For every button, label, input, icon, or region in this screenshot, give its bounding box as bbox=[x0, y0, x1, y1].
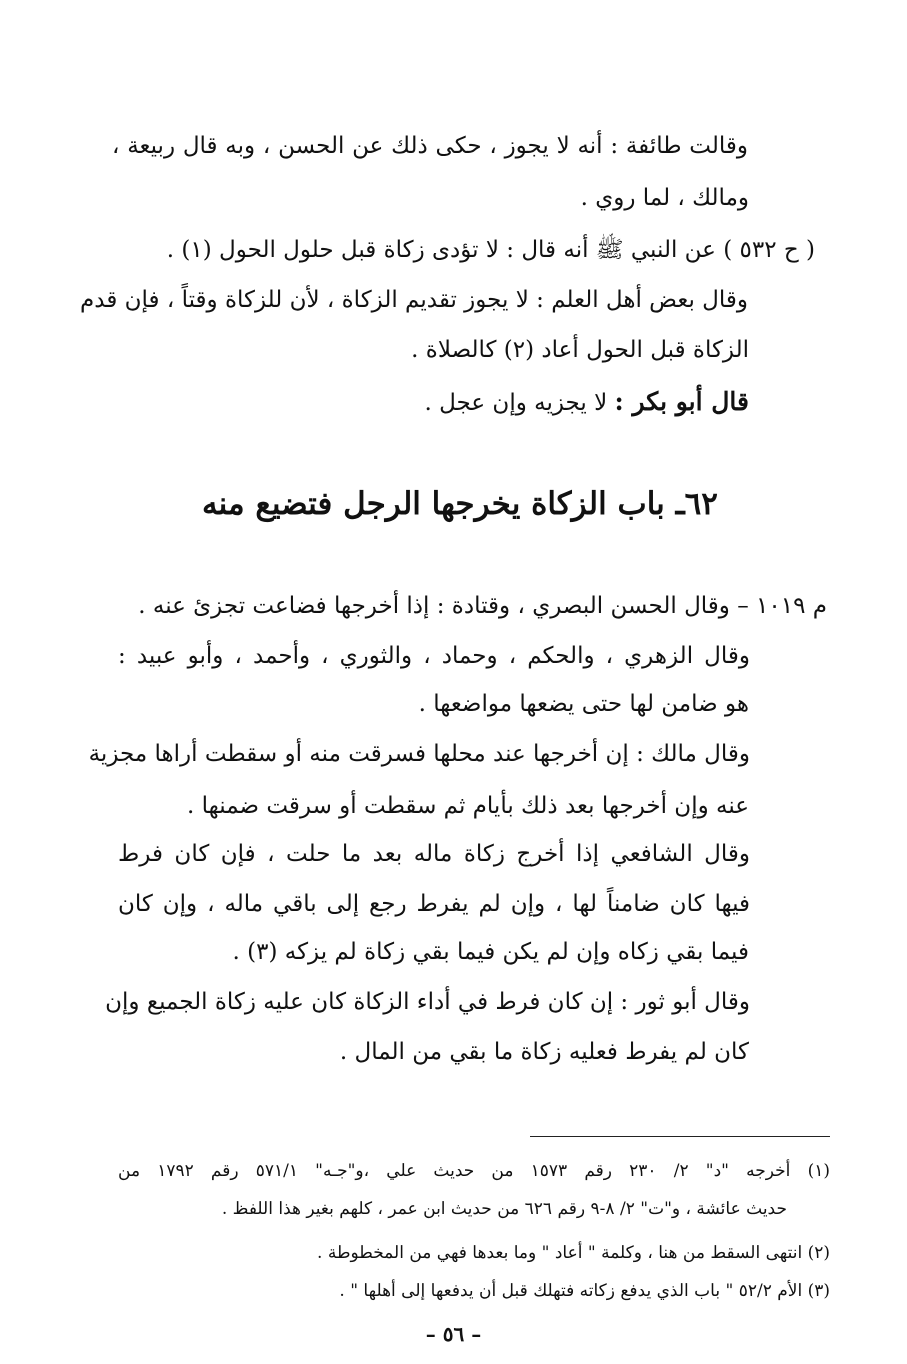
abu-bakr-lead: قال أبو بكر : bbox=[614, 387, 749, 416]
footnote-2: (٢) انتهى السقط من هنا ، وكلمة " أعاد " وما بعدها فهي من المخطوطة . bbox=[317, 1243, 830, 1263]
footnote-3: (٣) الأم ٥٢/٢ " باب الذي يدفع زكاته فتهلك قبل أن يدفعها إلى أهلها " . bbox=[339, 1281, 830, 1301]
abu-bakr-rest: لا يجزيه وإن عجل . bbox=[424, 390, 608, 416]
section-line-7: فيها كان ضامناً لها ، وإن لم يفرط رجع إلى باقي ماله ، وإن كان bbox=[118, 891, 750, 917]
abu-bakr-line bbox=[425, 386, 750, 419]
footnote-separator bbox=[530, 1136, 830, 1137]
section-line-3: هو ضامن لها حتى يضعها مواضعها . bbox=[418, 691, 749, 717]
section-line-6: وقال الشافعي إذا أخرج زكاة ماله بعد ما حلت ، فإن كان فرط bbox=[118, 841, 750, 867]
section-line-4: وقال مالك : إن أخرجها عند محلها فسرقت منه أو سقطت أراها مجزية bbox=[88, 741, 750, 767]
body-line-2: ومالك ، لما روي . bbox=[580, 185, 749, 211]
body-line-4: وقال بعض أهل العلم : لا يجوز تقديم الزكاة ، لأن للزكاة وقتاً ، فإن قدم bbox=[80, 287, 748, 313]
page-number: – ٥٦ – bbox=[425, 1322, 482, 1346]
body-line-1: وقالت طائفة : أنه لا يجوز ، حكى ذلك عن الحسن ، وبه قال ربيعة ، bbox=[112, 133, 748, 159]
section-line-8: فيما بقي زكاه وإن لم يكن فيما بقي زكاة لم يزكه (٣) . bbox=[232, 939, 749, 965]
hadith-line: ( ح ٥٣٢ ) عن النبي ﷺ أنه قال : لا تؤدى زكاة قبل حلول الحول (١) . bbox=[166, 237, 815, 263]
section-line-1: م ١٠١٩ – وقال الحسن البصري ، وقتادة : إذا أخرجها فضاعت تجزئ عنه . bbox=[138, 593, 827, 619]
section-line-9: وقال أبو ثور : إن كان فرط في أداء الزكاة كان عليه زكاة الجميع وإن bbox=[105, 989, 750, 1015]
section-line-5: عنه وإن أخرجها بعد ذلك بأيام ثم سقطت أو سرقت ضمنها . bbox=[187, 793, 749, 819]
section-line-2: وقال الزهري ، والحكم ، وحماد ، والثوري ، وأحمد ، وأبو عبيد : bbox=[118, 643, 750, 669]
footnote-1-line-1: (١) أخرجه "د" ٢/ ٢٣٠ رقم ١٥٧٣ من حديث علي ،و"جـه" ٥٧١/١ رقم ١٧٩٢ من bbox=[118, 1161, 830, 1181]
footnote-1-line-2: حديث عائشة ، و"ت" ٢/ ٨-٩ رقم ٦٢٦ من حديث ابن عمر ، كلهم بغير هذا اللفظ . bbox=[221, 1199, 787, 1219]
section-line-10: كان لم يفرط فعليه زكاة ما بقي من المال . bbox=[339, 1039, 749, 1065]
chapter-heading: ٦٢ـ باب الزكاة يخرجها الرجل فتضيع منه bbox=[202, 486, 718, 522]
body-line-5: الزكاة قبل الحول أعاد (٢) كالصلاة . bbox=[411, 337, 749, 363]
